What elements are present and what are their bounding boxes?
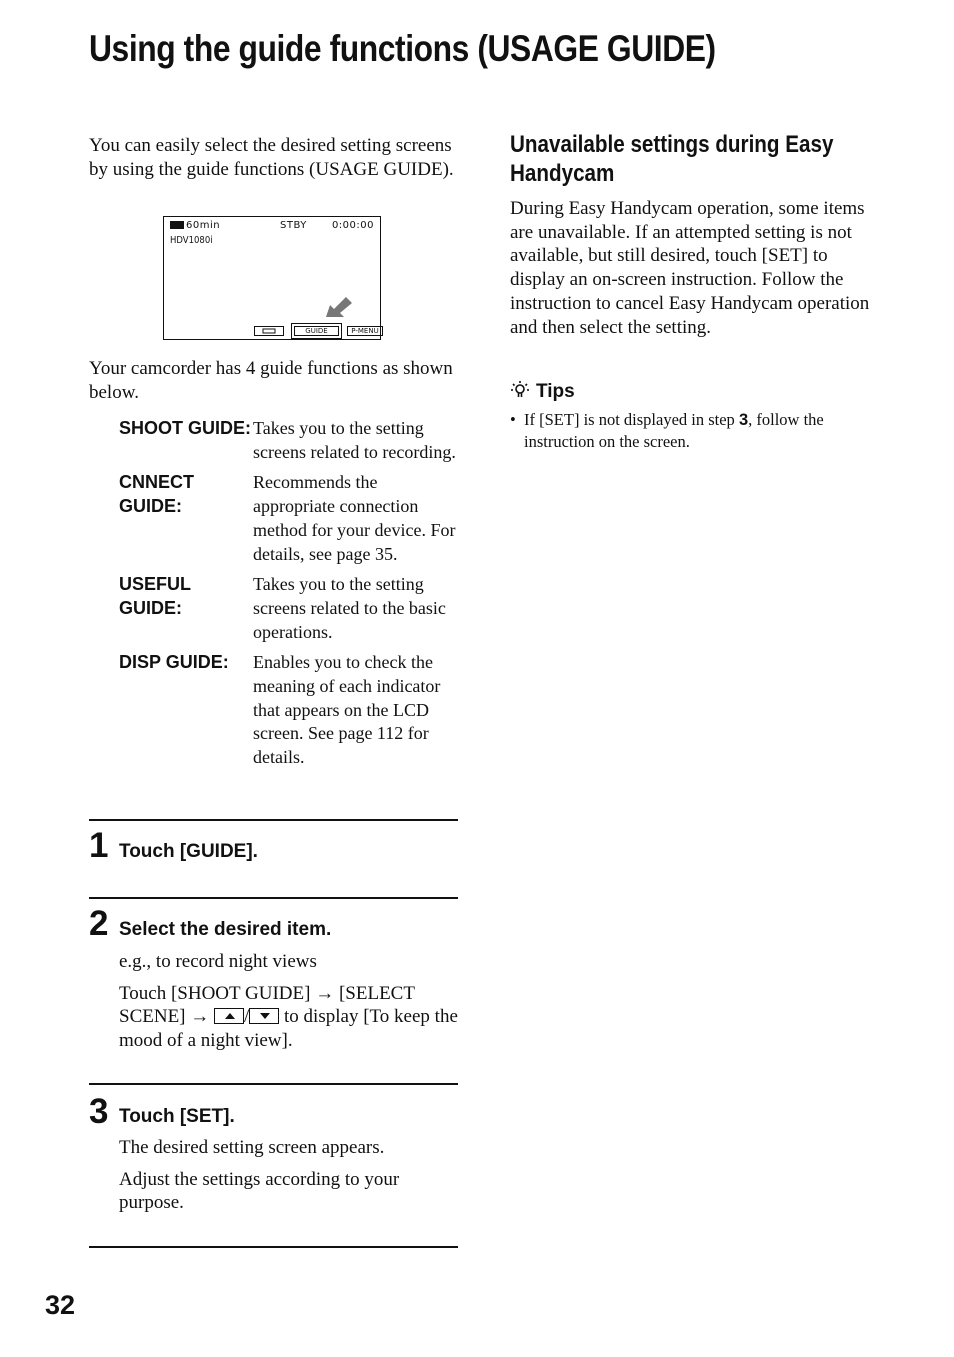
step-2 xyxy=(89,897,458,1052)
guide-function-list xyxy=(119,417,459,777)
step-body xyxy=(119,1136,459,1223)
lcd-format: HDV1080i xyxy=(170,235,213,246)
instr-part: [SELECT SCENE] xyxy=(119,982,415,1028)
step-1 xyxy=(89,819,458,865)
page-title: Using the guide functions (USAGE GUIDE) xyxy=(89,28,716,69)
step-note: Adjust the settings according to your purpose. xyxy=(119,1168,400,1214)
guide-item xyxy=(119,651,459,770)
arrow-icon: → xyxy=(315,982,335,1004)
step-instruction xyxy=(119,982,459,1053)
tip-item xyxy=(510,409,880,453)
guide-term: SHOOT GUIDE: xyxy=(119,418,252,438)
guide-desc: Enables you to check the meaning of each indicator that appears on the LCD screen. See page 112 for details. xyxy=(253,652,441,768)
arrow-icon: → xyxy=(190,1006,210,1028)
slash: / xyxy=(244,1006,250,1028)
lcd-battery-time: 60min xyxy=(186,220,221,231)
bottom-divider xyxy=(89,1246,458,1248)
camera-mode-icon xyxy=(262,328,276,334)
step-number: 3 xyxy=(89,1092,109,1131)
tips-header xyxy=(510,380,575,403)
guide-desc: Takes you to the setting screens related to the basic operations. xyxy=(253,574,446,642)
guide-item xyxy=(119,417,459,464)
step-3 xyxy=(89,1083,458,1214)
instr-part: Touch [SHOOT GUIDE] xyxy=(119,982,316,1004)
section-body: During Easy Handycam operation, some items are unavailable. If an attempted setting is not available, but still desired, touch [SET] to display an on-screen instruction. Follow the instruction to cancel Easy Handycam operation and then select the setting. xyxy=(510,198,870,338)
step-number: 1 xyxy=(89,826,109,865)
guide-term: USEFUL GUIDE: xyxy=(119,574,191,618)
step-example: e.g., to record night views xyxy=(119,951,317,972)
lcd-guide-button: GUIDE xyxy=(294,326,339,336)
step-title: Touch [GUIDE]. xyxy=(119,841,258,862)
guide-term: DISP GUIDE: xyxy=(119,652,229,673)
lcd-back-button xyxy=(254,326,284,336)
page-number: 32 xyxy=(45,1290,76,1320)
tips-label: Tips xyxy=(536,381,575,402)
lcd-status: STBY xyxy=(280,220,307,231)
lcd-pmenu-button: P-MENU xyxy=(347,326,383,336)
lcd-button-bar xyxy=(254,326,379,336)
battery-icon xyxy=(170,221,184,229)
lcd-timecode: 0:00:00 xyxy=(331,220,374,231)
guide-desc: Takes you to the setting screens related to recording. xyxy=(253,418,456,462)
lcd-screen-illustration xyxy=(163,216,381,340)
guides-intro: Your camcorder has 4 guide functions as shown below. xyxy=(89,358,453,403)
step-title: Select the desired item. xyxy=(119,919,332,940)
tip-bullet: • xyxy=(510,410,516,429)
tip-text: If [SET] is not displayed in step 3, follow the instruction on the screen. xyxy=(524,410,824,451)
scroll-down-button-icon xyxy=(249,1008,279,1024)
step-body xyxy=(119,950,459,1061)
section-heading: Unavailable settings during Easy Handycam xyxy=(510,131,834,187)
guide-item xyxy=(119,471,459,566)
step-number: 2 xyxy=(89,904,109,943)
step-result: The desired setting screen appears. xyxy=(119,1137,385,1158)
guide-term: CNNECT GUIDE: xyxy=(119,472,194,516)
lightbulb-icon xyxy=(510,380,530,400)
instr-part: to display [To keep the mood of a night view]. xyxy=(119,1006,458,1052)
guide-desc: Recommends the appropriate connection method for your device. For details, see page 35. xyxy=(253,472,456,564)
scroll-up-button-icon xyxy=(214,1008,244,1024)
step-title: Touch [SET]. xyxy=(119,1106,235,1127)
guide-item xyxy=(119,573,459,644)
lcd-status-bar xyxy=(170,220,374,231)
pointer-arrow-icon xyxy=(324,295,354,319)
intro-paragraph: You can easily select the desired setting screens by using the guide functions (USAGE GUIDE). xyxy=(89,135,454,180)
